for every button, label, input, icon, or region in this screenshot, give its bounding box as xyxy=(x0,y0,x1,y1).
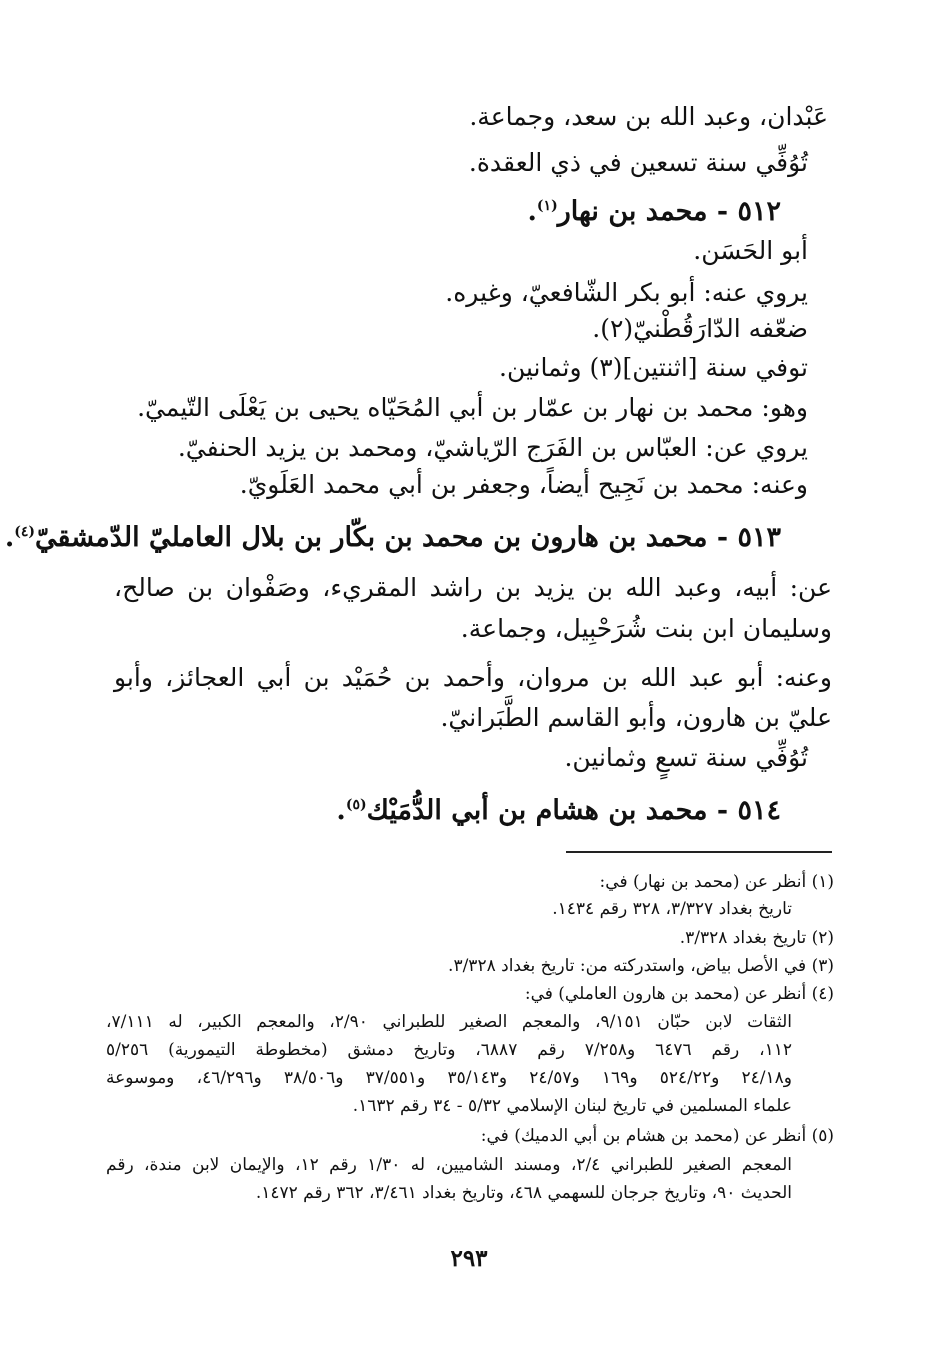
body-line: عليّ بن هارون، وأبو القاسم الطَّبَرانيّ. xyxy=(440,703,832,732)
body-line: وعنه: محمد بن نَجِيح أيضاً، وجعفر بن أبي محمد العَلَويّ. xyxy=(239,470,808,499)
entry-heading-512: ٥١٢ - محمد بن نهار$^{(١)}$. xyxy=(527,196,781,227)
footnote-line: تاريخ بغداد ٣/٣٢٧، ٣٢٨ رقم ١٤٣٤. xyxy=(552,899,792,919)
footnote-ref: (٤) xyxy=(14,524,36,540)
footnote-line: (٥) أنظر عن (محمد بن هشام بن أبي الدميك) في: xyxy=(480,1126,834,1146)
footnote-line: المعجم الصغير للطبراني ٢/٤، ومسند الشاميين، له ١/٣٠ رقم ١٢، والإيمان لابن مندة، رقم xyxy=(106,1155,792,1175)
page-number: ٢٩٣ xyxy=(450,1245,488,1272)
footnote-ref: (٥) xyxy=(345,797,367,813)
entry-heading-513: ٥١٣ - محمد بن هارون بن محمد بن بكّار بن بلال العامليّ الدّمشقيّ$^{(٤)}$. xyxy=(4,522,781,553)
footnote-line: الحديث ٩٠، وتاريخ جرجان للسهمي ٤٦٨، وتاريخ بغداد ٣/٤٦١، ٣٦٢ رقم ١٤٧٢. xyxy=(255,1183,792,1203)
body-line: تُوُفِّي سنة تسعين في ذي العقدة. xyxy=(468,148,808,177)
body-line: وعنه: أبو عبد الله بن مروان، وأحمد بن حُمَيْد بن أبي العجائز، وأبو xyxy=(114,663,832,692)
footnote-ref: (١) xyxy=(536,198,558,214)
footnote-line: (٢) تاريخ بغداد ٣/٣٢٨. xyxy=(679,928,834,948)
body-line: وسليمان ابن بنت شُرَحْبِيل، وجماعة. xyxy=(460,614,832,643)
footnote-line: (١) أنظر عن (محمد بن نهار) في: xyxy=(599,872,834,892)
body-line: عن: أبيه، وعبد الله بن يزيد بن راشد المقريء، وصَفْوان بن صالح، xyxy=(114,573,832,602)
footnote-line: ١١٢، رقم ٦٤٧٦ و٧/٢٥٨ رقم ٦٨٨٧، وتاريخ دمشق (مخطوطة التيمورية) ٥/٢٥٦ xyxy=(106,1040,792,1060)
footnote-separator xyxy=(566,851,832,853)
entry-heading-514: ٥١٤ - محمد بن هشام بن أبي الدُّمَيْك$^{(٥)}$. xyxy=(336,795,781,826)
footnote-line: (٤) أنظر عن (محمد بن هارون العاملي) في: xyxy=(524,984,834,1004)
entry-number: ٥١٤ xyxy=(737,795,781,826)
body-line: يروي عنه: أبو بكر الشّافعيّ، وغيره. xyxy=(445,278,808,307)
body-line: وهو: محمد بن نهار بن عمّار بن أبي المُحَيّاه يحيى بن يَعْلَى التّيميّ. xyxy=(137,393,808,422)
body-line: عَبْدان، وعبد الله بن سعد، وجماعة. xyxy=(469,102,828,131)
footnote-line: الثقات لابن حبّان ٩/١٥١، والمعجم الصغير للطبراني ٢/٩٠، والمعجم الكبير، له ٧/١١١، xyxy=(106,1012,792,1032)
body-line: تُوُفِّي سنة تسعٍ وثمانين. xyxy=(564,743,808,772)
entry-number: ٥١٢ xyxy=(737,196,781,227)
footnote-line: و٢٤/١٨ و٥٢٤/٢٢ و١٦٩ و٢٤/٥٧ و٣٥/١٤٣ و٣٧/٥٥١ و٣٨/٥٠٦ و٤٦/٢٩٦، وموسوعة xyxy=(106,1068,793,1088)
body-line: أبو الحَسَن. xyxy=(693,236,808,265)
entry-number: ٥١٣ xyxy=(737,522,781,553)
body-line: توفي سنة [اثنتين](٣) وثمانين. xyxy=(499,353,808,382)
body-line: ضعّفه الدّارَقُطْنيّ(٢). xyxy=(592,314,808,343)
footnote-line: علماء المسلمين في تاريخ لبنان الإسلامي ٥/٣٢ - ٣٤ رقم ١٦٣٢. xyxy=(352,1096,792,1116)
entry-name: محمد بن نهار xyxy=(557,196,708,227)
footnote-line: (٣) في الأصل بياض، واستدركته من: تاريخ بغداد ٣/٣٢٨. xyxy=(448,956,834,976)
entry-name: محمد بن هارون بن محمد بن بكّار بن بلال العامليّ الدّمشقيّ xyxy=(35,522,708,553)
body-line: يروي عن: العبّاس بن الفَرَج الرّياشيّ، ومحمد بن يزيد الحنفيّ. xyxy=(177,433,808,462)
entry-name: محمد بن هشام بن أبي الدُّمَيْك xyxy=(366,795,708,826)
